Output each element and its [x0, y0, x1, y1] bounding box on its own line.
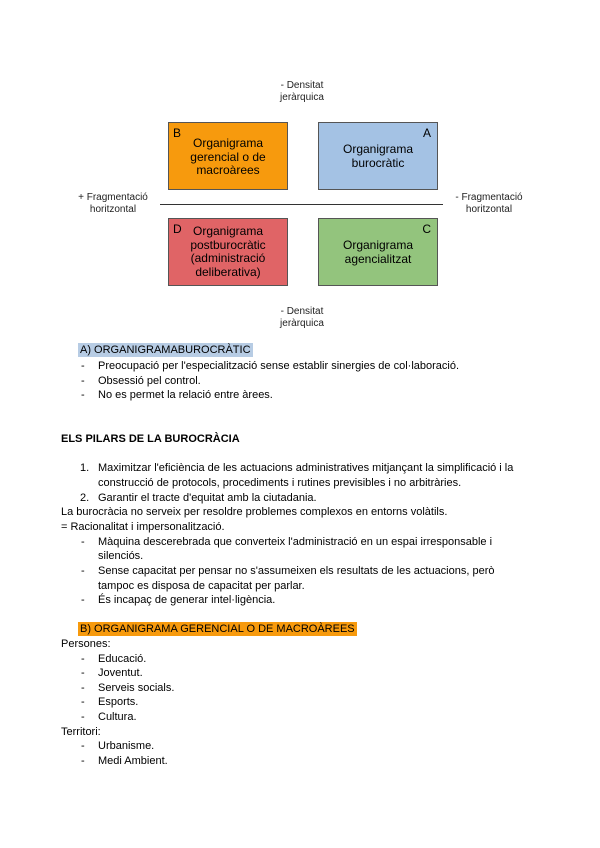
right-axis-label: - Fragmentació horitzontal	[455, 192, 523, 215]
bullet-dash: -	[81, 653, 85, 665]
list-item-continuation: construcció de protocols, procediments i rutines previsibles i no arbitràries.	[98, 477, 462, 489]
box-title: Organigrama gerencial o de macroàrees	[190, 136, 266, 177]
bullet-dash: -	[81, 740, 85, 752]
bullet-dash: -	[81, 755, 85, 767]
bullet-dash: -	[81, 565, 85, 577]
horizontal-axis-line	[160, 204, 443, 205]
bullet-dash: -	[81, 682, 85, 694]
list-item: Sense capacitat per pensar no s'assumeixen els resultats de les actuacions, però	[98, 565, 495, 577]
bottom-axis-label: - Densitat jeràrquica	[280, 306, 324, 329]
list-item: No es permet la relació entre àrees.	[98, 389, 273, 401]
list-number: 2.	[80, 492, 90, 504]
group-label-territori: Territori:	[61, 726, 101, 738]
list-number: 1.	[80, 462, 90, 474]
list-item: Màquina descerebrada que converteix l'administració en un espai irresponsable i	[98, 536, 493, 548]
list-item: Urbanisme.	[98, 740, 155, 752]
bullet-dash: -	[81, 375, 85, 387]
box-title: Organigrama postburocràtic (administració deliberativa)	[190, 224, 266, 279]
list-item: És incapaç de generar intel·ligència.	[98, 594, 276, 606]
bullet-dash: -	[81, 667, 85, 679]
box-organigrama-gerencial	[168, 122, 288, 190]
list-item: Maximitzar l'eficiència de les actuacions administratives mitjançant la simplificació i la	[98, 462, 514, 474]
section-a-heading: A) ORGANIGRAMABUROCRÀTIC	[80, 344, 251, 356]
box-organigrama-postburocratic	[168, 218, 288, 286]
list-item: Medi Ambient.	[98, 755, 168, 767]
group-label-persones: Persones:	[61, 638, 111, 650]
box-title: Organigrama burocràtic	[342, 142, 414, 170]
bullet-dash: -	[81, 536, 85, 548]
section-b-heading: B) ORGANIGRAMA GERENCIAL O DE MACROÀREES	[80, 623, 355, 635]
bullet-dash: -	[81, 389, 85, 401]
box-letter: A	[422, 126, 431, 140]
pilars-title: ELS PILARS DE LA BUROCRÀCIA	[61, 433, 240, 445]
list-item: Garantir el tracte d'equitat amb la ciutadania.	[98, 492, 317, 504]
box-organigrama-agencialitzat	[318, 218, 438, 286]
paragraph: = Racionalitat i impersonalització.	[61, 521, 225, 533]
box-organigrama-burocratic	[318, 122, 438, 190]
box-title: Organigrama agencialitzat	[342, 238, 414, 266]
paragraph: La burocràcia no serveix per resoldre problemes complexos en entorns volàtils.	[61, 506, 448, 518]
bullet-dash: -	[81, 594, 85, 606]
list-item: Serveis socials.	[98, 682, 175, 694]
list-item: Obsessió pel control.	[98, 375, 201, 387]
box-letter: B	[173, 126, 182, 140]
list-item: Cultura.	[98, 711, 137, 723]
box-letter: C	[422, 222, 431, 236]
list-item: Esports.	[98, 696, 139, 708]
list-item-continuation: silenciós.	[98, 550, 144, 562]
list-item: Joventut.	[98, 667, 143, 679]
list-item: Preocupació per l'especialització sense establir sinergies de col·laboració.	[98, 360, 460, 372]
left-axis-label: + Fragmentació horitzontal	[78, 192, 148, 215]
box-letter: D	[173, 222, 182, 236]
list-item-continuation: tampoc es disposa de capacitat per parlar.	[98, 580, 305, 592]
bullet-dash: -	[81, 360, 85, 372]
list-item: Educació.	[98, 653, 147, 665]
bullet-dash: -	[81, 696, 85, 708]
bullet-dash: -	[81, 711, 85, 723]
top-axis-label: - Densitat jeràrquica	[280, 80, 324, 103]
